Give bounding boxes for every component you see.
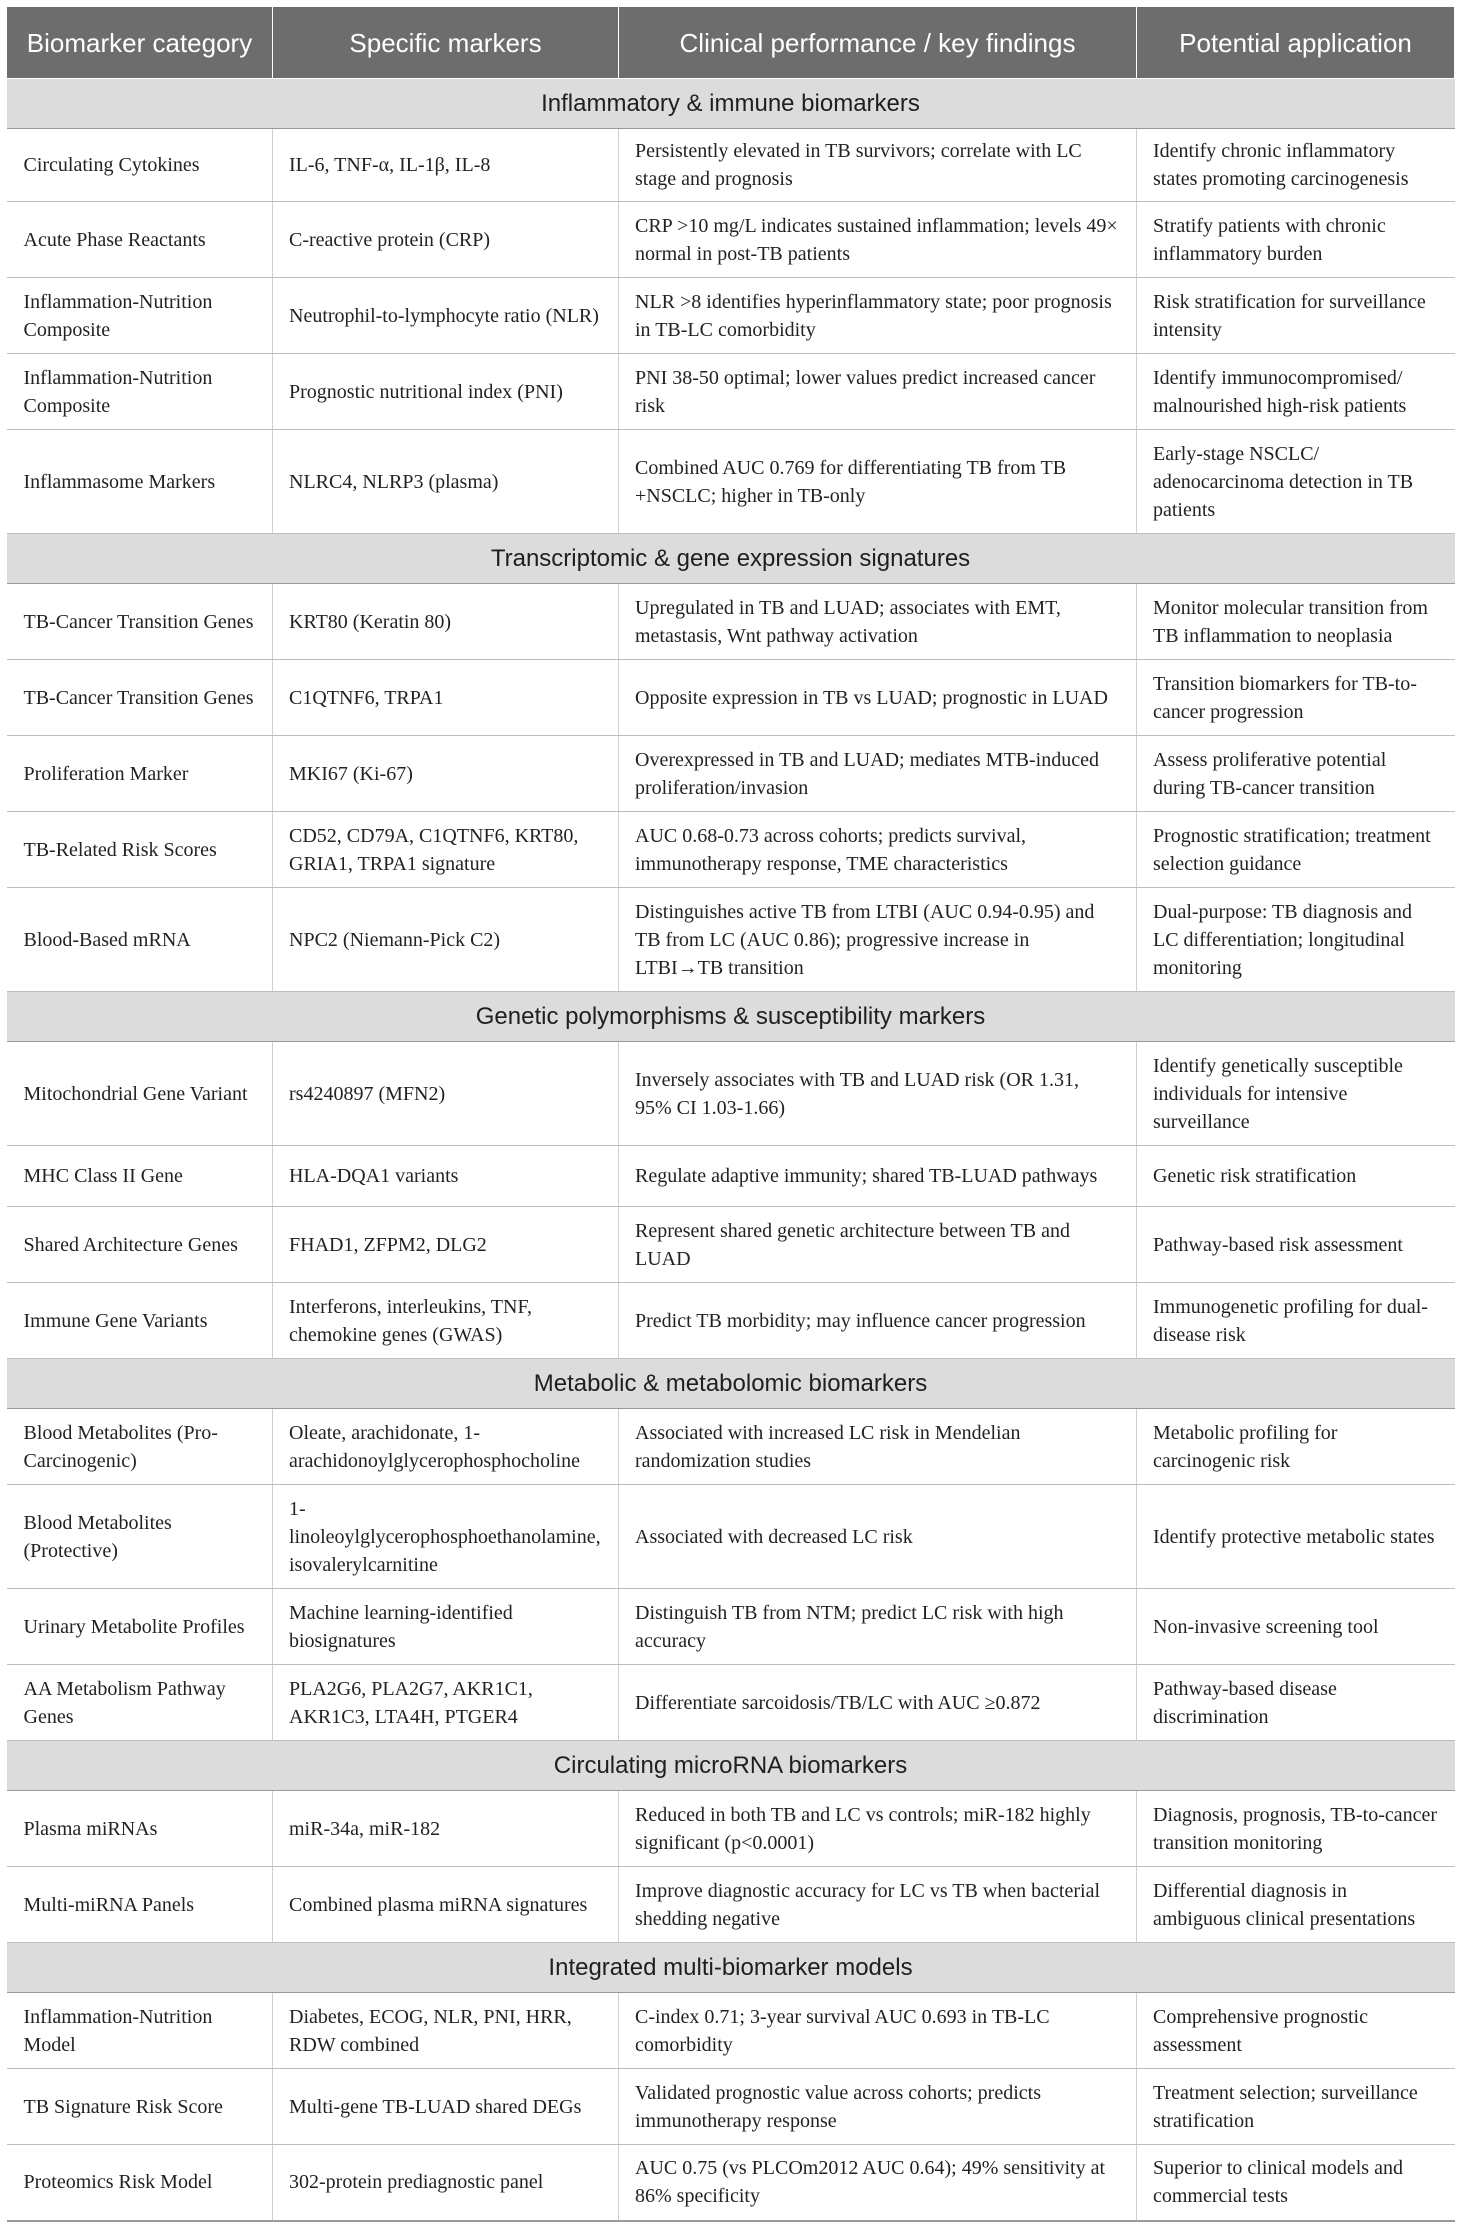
cell-application: Pathway-based disease discrimination xyxy=(1137,1665,1455,1741)
section-title: Metabolic & metabolomic biomarkers xyxy=(7,1359,1455,1409)
cell-findings: NLR >8 identifies hyperinflammatory state; poor prognosis in TB-LC comorbidity xyxy=(619,278,1137,354)
section-title: Circulating microRNA biomarkers xyxy=(7,1741,1455,1791)
cell-category: TB-Cancer Transition Genes xyxy=(7,660,273,736)
cell-application: Risk stratification for surveillance intensity xyxy=(1137,278,1455,354)
table-row xyxy=(7,129,1455,202)
table-body xyxy=(7,79,1455,2221)
table-row xyxy=(7,1207,1455,1283)
table-row xyxy=(7,1409,1455,1485)
cell-category: Inflammasome Markers xyxy=(7,430,273,534)
cell-findings: Associated with increased LC risk in Mendelian randomization studies xyxy=(619,1409,1137,1485)
cell-category: TB-Related Risk Scores xyxy=(7,812,273,888)
section-header xyxy=(7,1359,1455,1409)
table-row xyxy=(7,1485,1455,1589)
table-row xyxy=(7,1042,1455,1146)
cell-category: Inflammation-Nutrition Composite xyxy=(7,278,273,354)
cell-markers: 302-protein prediagnostic panel xyxy=(273,2145,619,2221)
section-header xyxy=(7,992,1455,1042)
cell-category: AA Metabolism Pathway Genes xyxy=(7,1665,273,1741)
cell-markers: Neutrophil-to-lymphocyte ratio (NLR) xyxy=(273,278,619,354)
cell-markers: MKI67 (Ki-67) xyxy=(273,736,619,812)
cell-findings: Reduced in both TB and LC vs controls; miR-182 highly significant (p<0.0001) xyxy=(619,1791,1137,1867)
cell-category: TB Signature Risk Score xyxy=(7,2069,273,2145)
cell-findings: Distinguishes active TB from LTBI (AUC 0.94-0.95) and TB from LC (AUC 0.86); progressive increase in LTBI→TB transition xyxy=(619,888,1137,992)
cell-category: Circulating Cytokines xyxy=(7,129,273,202)
cell-application: Comprehensive prognostic assessment xyxy=(1137,1993,1455,2069)
cell-findings: Opposite expression in TB vs LUAD; prognostic in LUAD xyxy=(619,660,1137,736)
table-row xyxy=(7,1665,1455,1741)
cell-markers: FHAD1, ZFPM2, DLG2 xyxy=(273,1207,619,1283)
cell-markers: 1-linoleoylglycerophosphoethanolamine, isovalerylcarnitine xyxy=(273,1485,619,1589)
section-header xyxy=(7,79,1455,129)
cell-category: Acute Phase Reactants xyxy=(7,202,273,278)
table-row xyxy=(7,2069,1455,2145)
cell-application: Superior to clinical models and commercial tests xyxy=(1137,2145,1455,2221)
cell-application: Transition biomarkers for TB-to-cancer progression xyxy=(1137,660,1455,736)
table-row xyxy=(7,1867,1455,1943)
cell-markers: PLA2G6, PLA2G7, AKR1C1, AKR1C3, LTA4H, PTGER4 xyxy=(273,1665,619,1741)
cell-application: Stratify patients with chronic inflammatory burden xyxy=(1137,202,1455,278)
section-header xyxy=(7,1741,1455,1791)
cell-findings: Predict TB morbidity; may influence cancer progression xyxy=(619,1283,1137,1359)
cell-application: Monitor molecular transition from TB inflammation to neoplasia xyxy=(1137,584,1455,660)
table-row xyxy=(7,430,1455,534)
biomarker-table xyxy=(6,6,1455,2222)
table-row xyxy=(7,812,1455,888)
cell-application: Metabolic profiling for carcinogenic risk xyxy=(1137,1409,1455,1485)
cell-markers: Combined plasma miRNA signatures xyxy=(273,1867,619,1943)
cell-markers: Oleate, arachidonate, 1-arachidonoylglycerophosphocholine xyxy=(273,1409,619,1485)
section-title: Transcriptomic & gene expression signatures xyxy=(7,534,1455,584)
cell-application: Diagnosis, prognosis, TB-to-cancer transition monitoring xyxy=(1137,1791,1455,1867)
cell-findings: Combined AUC 0.769 for differentiating TB from TB +NSCLC; higher in TB-only xyxy=(619,430,1137,534)
cell-findings: Validated prognostic value across cohorts; predicts immunotherapy response xyxy=(619,2069,1137,2145)
cell-category: Plasma miRNAs xyxy=(7,1791,273,1867)
header-biomarker-category: Biomarker category xyxy=(7,7,273,79)
section-header xyxy=(7,1943,1455,1993)
table-row xyxy=(7,1146,1455,1207)
table-row xyxy=(7,888,1455,992)
table-row xyxy=(7,1993,1455,2069)
cell-category: Blood-Based mRNA xyxy=(7,888,273,992)
cell-findings: AUC 0.68-0.73 across cohorts; predicts survival, immunotherapy response, TME characteristics xyxy=(619,812,1137,888)
cell-findings: PNI 38-50 optimal; lower values predict increased cancer risk xyxy=(619,354,1137,430)
cell-findings: Distinguish TB from NTM; predict LC risk with high accuracy xyxy=(619,1589,1137,1665)
section-header xyxy=(7,534,1455,584)
cell-category: Blood Metabolites (Protective) xyxy=(7,1485,273,1589)
cell-markers: IL-6, TNF-α, IL-1β, IL-8 xyxy=(273,129,619,202)
cell-findings: Differentiate sarcoidosis/TB/LC with AUC ≥0.872 xyxy=(619,1665,1137,1741)
header-specific-markers: Specific markers xyxy=(273,7,619,79)
cell-findings: Regulate adaptive immunity; shared TB-LUAD pathways xyxy=(619,1146,1137,1207)
cell-application: Treatment selection; surveillance stratification xyxy=(1137,2069,1455,2145)
table-row xyxy=(7,1283,1455,1359)
cell-markers: Machine learning-identified biosignatures xyxy=(273,1589,619,1665)
cell-findings: Upregulated in TB and LUAD; associates with EMT, metastasis, Wnt pathway activation xyxy=(619,584,1137,660)
cell-category: Shared Architecture Genes xyxy=(7,1207,273,1283)
cell-findings: CRP >10 mg/L indicates sustained inflammation; levels 49× normal in post-TB patients xyxy=(619,202,1137,278)
cell-category: MHC Class II Gene xyxy=(7,1146,273,1207)
cell-category: Urinary Metabolite Profiles xyxy=(7,1589,273,1665)
cell-category: Blood Metabolites (Pro-Carcinogenic) xyxy=(7,1409,273,1485)
cell-category: TB-Cancer Transition Genes xyxy=(7,584,273,660)
cell-markers: HLA-DQA1 variants xyxy=(273,1146,619,1207)
cell-application: Identify genetically susceptible individuals for intensive surveillance xyxy=(1137,1042,1455,1146)
table-row xyxy=(7,278,1455,354)
cell-markers: CD52, CD79A, C1QTNF6, KRT80, GRIA1, TRPA1 signature xyxy=(273,812,619,888)
cell-application: Identify immunocompromised/ malnourished high-risk patients xyxy=(1137,354,1455,430)
cell-findings: Improve diagnostic accuracy for LC vs TB when bacterial shedding negative xyxy=(619,1867,1137,1943)
cell-application: Non-invasive screening tool xyxy=(1137,1589,1455,1665)
cell-markers: Prognostic nutritional index (PNI) xyxy=(273,354,619,430)
cell-markers: C-reactive protein (CRP) xyxy=(273,202,619,278)
cell-application: Assess proliferative potential during TB-cancer transition xyxy=(1137,736,1455,812)
cell-category: Mitochondrial Gene Variant xyxy=(7,1042,273,1146)
cell-category: Inflammation-Nutrition Composite xyxy=(7,354,273,430)
cell-application: Genetic risk stratification xyxy=(1137,1146,1455,1207)
cell-findings: Persistently elevated in TB survivors; correlate with LC stage and prognosis xyxy=(619,129,1137,202)
section-title: Inflammatory & immune biomarkers xyxy=(7,79,1455,129)
cell-markers: Multi-gene TB-LUAD shared DEGs xyxy=(273,2069,619,2145)
cell-markers: Diabetes, ECOG, NLR, PNI, HRR, RDW combined xyxy=(273,1993,619,2069)
cell-application: Differential diagnosis in ambiguous clinical presentations xyxy=(1137,1867,1455,1943)
table-row xyxy=(7,1589,1455,1665)
table-row xyxy=(7,354,1455,430)
cell-markers: rs4240897 (MFN2) xyxy=(273,1042,619,1146)
cell-markers: KRT80 (Keratin 80) xyxy=(273,584,619,660)
cell-findings: Inversely associates with TB and LUAD risk (OR 1.31, 95% CI 1.03-1.66) xyxy=(619,1042,1137,1146)
section-title: Genetic polymorphisms & susceptibility markers xyxy=(7,992,1455,1042)
table-row xyxy=(7,202,1455,278)
cell-markers: NPC2 (Niemann-Pick C2) xyxy=(273,888,619,992)
header-clinical-performance: Clinical performance / key findings xyxy=(619,7,1137,79)
table-row xyxy=(7,2145,1455,2221)
cell-category: Proteomics Risk Model xyxy=(7,2145,273,2221)
section-title: Integrated multi-biomarker models xyxy=(7,1943,1455,1993)
table-row xyxy=(7,584,1455,660)
cell-markers: Interferons, interleukins, TNF, chemokine genes (GWAS) xyxy=(273,1283,619,1359)
cell-markers: miR-34a, miR-182 xyxy=(273,1791,619,1867)
cell-application: Prognostic stratification; treatment selection guidance xyxy=(1137,812,1455,888)
cell-markers: NLRC4, NLRP3 (plasma) xyxy=(273,430,619,534)
cell-category: Multi-miRNA Panels xyxy=(7,1867,273,1943)
table-header xyxy=(7,7,1455,79)
header-potential-application: Potential application xyxy=(1137,7,1455,79)
cell-category: Proliferation Marker xyxy=(7,736,273,812)
table-row xyxy=(7,1791,1455,1867)
cell-category: Inflammation-Nutrition Model xyxy=(7,1993,273,2069)
table-row xyxy=(7,660,1455,736)
cell-application: Early-stage NSCLC/ adenocarcinoma detection in TB patients xyxy=(1137,430,1455,534)
cell-application: Identify chronic inflammatory states promoting carcinogenesis xyxy=(1137,129,1455,202)
cell-application: Pathway-based risk assessment xyxy=(1137,1207,1455,1283)
cell-category: Immune Gene Variants xyxy=(7,1283,273,1359)
cell-findings: Overexpressed in TB and LUAD; mediates MTB-induced proliferation/invasion xyxy=(619,736,1137,812)
cell-findings: Represent shared genetic architecture between TB and LUAD xyxy=(619,1207,1137,1283)
cell-findings: C-index 0.71; 3-year survival AUC 0.693 in TB-LC comorbidity xyxy=(619,1993,1137,2069)
cell-application: Dual-purpose: TB diagnosis and LC differentiation; longitudinal monitoring xyxy=(1137,888,1455,992)
cell-markers: C1QTNF6, TRPA1 xyxy=(273,660,619,736)
cell-findings: Associated with decreased LC risk xyxy=(619,1485,1137,1589)
cell-findings: AUC 0.75 (vs PLCOm2012 AUC 0.64); 49% sensitivity at 86% specificity xyxy=(619,2145,1137,2221)
cell-application: Immunogenetic profiling for dual-disease risk xyxy=(1137,1283,1455,1359)
cell-application: Identify protective metabolic states xyxy=(1137,1485,1455,1589)
table-row xyxy=(7,736,1455,812)
